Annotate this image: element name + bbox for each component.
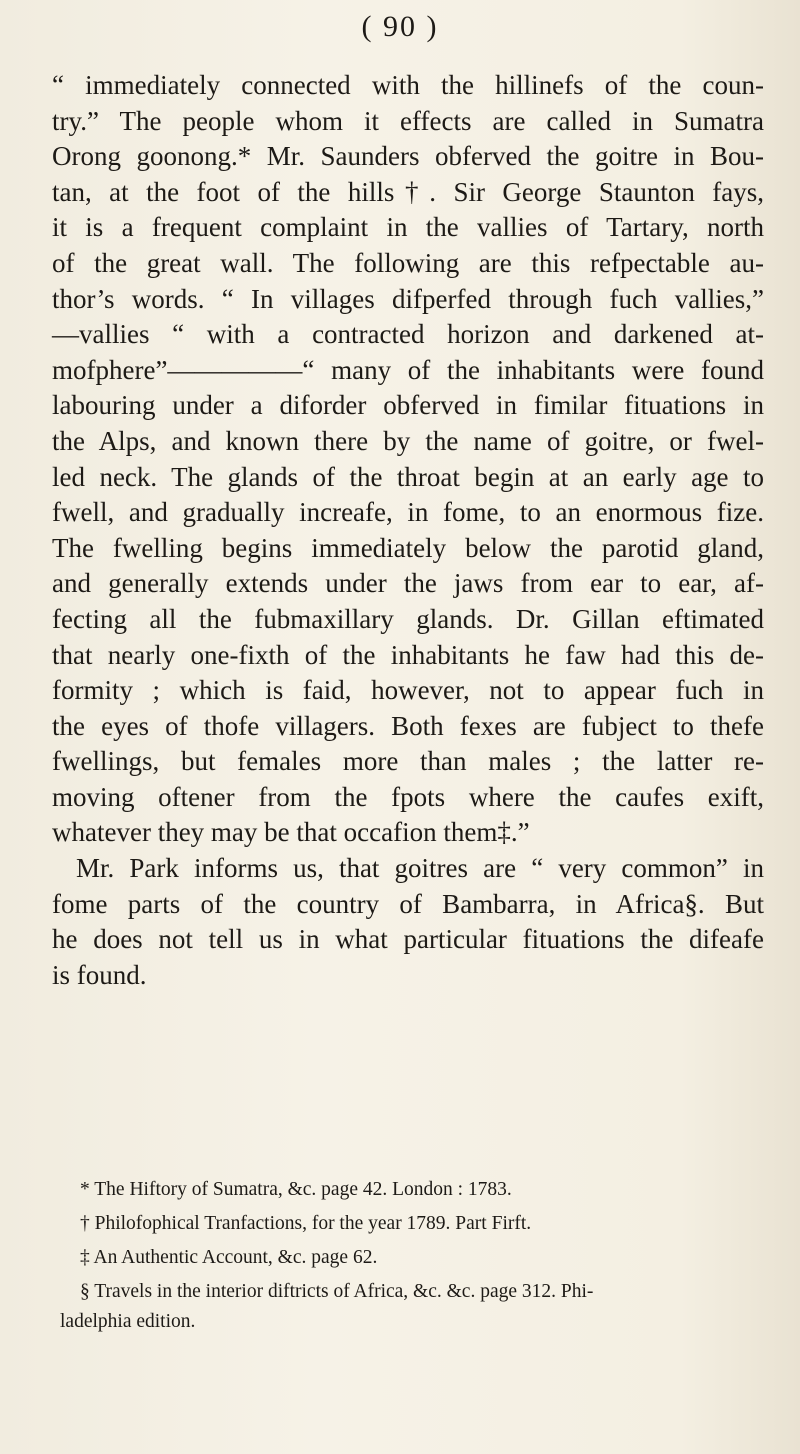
text-line: The fwelling begins immediately below the parotid gland, [52,532,764,563]
text-line: Orong goonong.* Mr. Saunders obferved the goitre in Bou- [52,141,764,172]
footnote: § Travels in the interior diftricts of Africa, &c. &c. page 312. Phi- [80,1281,594,1302]
page-number: ( 90 ) [361,10,439,43]
text-line: formity ; which is faid, however, not to appear fuch in [52,675,764,706]
text-line: it is a frequent complaint in the vallies of Tartary, north [52,212,764,243]
body-text [52,68,764,993]
text-line: fwell, and gradually increafe, in fome, to an enormous fize. [52,497,764,528]
footnote: ‡ An Authentic Account, &c. page 62. [80,1247,378,1268]
text-line: and generally extends under the jaws from ear to ear, af- [52,568,764,599]
text-line: the eyes of thofe villagers. Both fexes are fubject to thefe [52,710,764,741]
text-line: of the great wall. The following are this refpectable au- [52,247,764,278]
text-line: Mr. Park informs us, that goitres are “ very common” in [76,853,764,884]
text-line: fwellings, but females more than males ; the latter re- [52,746,764,777]
footnotes [60,1173,764,1339]
text-line: moving oftener from the fpots where the caufes exift, [52,781,764,812]
text-line: the Alps, and known there by the name of goitre, or fwel- [52,425,764,456]
footnote-continuation: ladelphia edition. [60,1311,196,1332]
text-line: whatever they may be that occafion them‡.” [52,817,530,848]
text-line: he does not tell us in what particular fituations the difeafe [52,924,764,955]
footnote: * The Hiftory of Sumatra, &c. page 42. London : 1783. [80,1179,512,1200]
text-line: led neck. The glands of the throat begin at an early age to [52,461,764,492]
text-line: —vallies “ with a contracted horizon and darkened at- [52,319,764,350]
text-line: try.” The people whom it effects are called in Sumatra [52,105,764,136]
text-line: that nearly one-fixth of the inhabitants he faw had this de- [52,639,764,670]
text-line: “ immediately connected with the hillinefs of the coun- [52,70,764,100]
text-line: mofphere”—————“ many of the inhabitants were found [52,354,764,385]
text-line: thor’s words. “ In villages difperfed through fuch vallies,” [52,283,764,314]
text-line: fecting all the fubmaxillary glands. Dr. Gillan eftimated [52,603,764,634]
text-line: labouring under a diforder obferved in fimilar fituations in [52,390,764,421]
text-line: is found. [52,959,147,990]
text-line: tan, at the foot of the hills†. Sir George Staunton fays, [52,176,764,207]
text-line: fome parts of the country of Bambarra, in Africa§. But [52,888,764,919]
footnote: † Philofophical Tranfactions, for the year 1789. Part Firft. [80,1213,532,1234]
